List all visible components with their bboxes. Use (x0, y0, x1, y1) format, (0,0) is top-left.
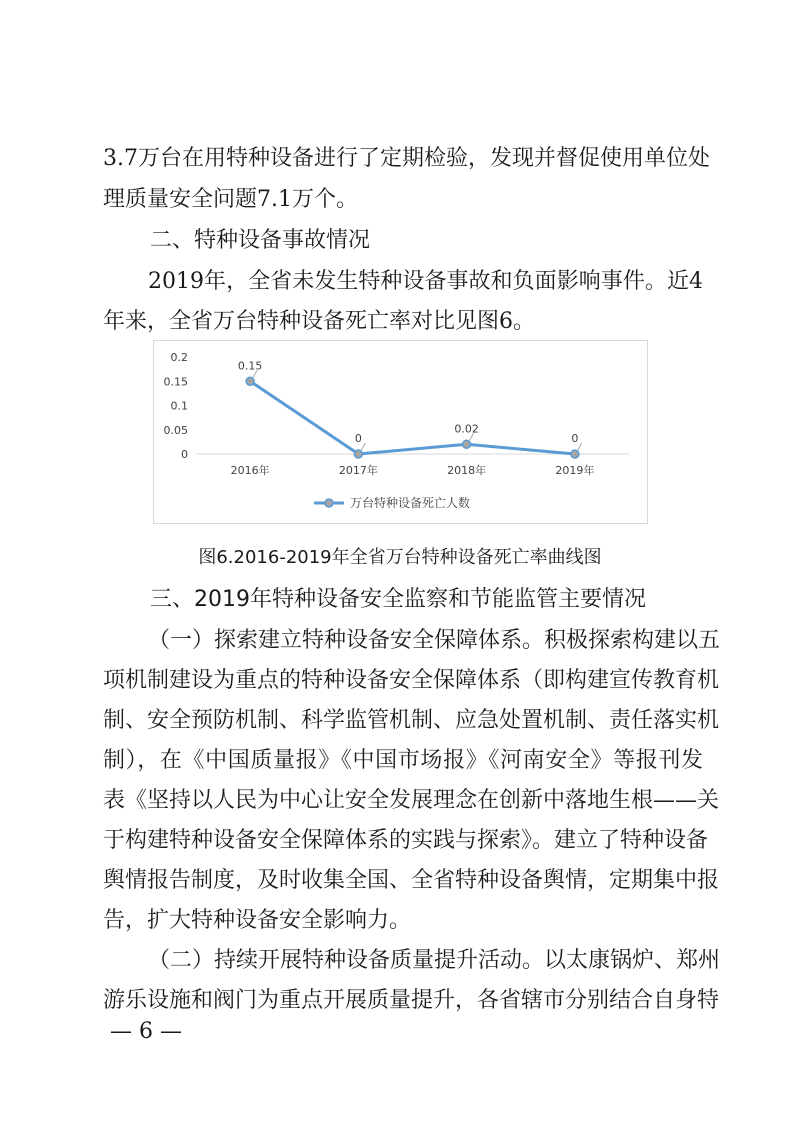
y-tick-label: 0.1 (170, 399, 188, 413)
line-chart (153, 340, 648, 524)
data-point (463, 440, 471, 448)
body-line: 告，扩大特种设备安全影响力。 (103, 908, 412, 933)
page-number: — 6 — (110, 1019, 182, 1044)
body-line: 舆情报告制度，及时收集全国、全省特种设备舆情，定期集中报 (103, 868, 720, 893)
section-heading: 三、2019年特种设备安全监察和节能监管主要情况 (150, 587, 646, 612)
data-label: 0 (354, 432, 362, 445)
y-tick-label: 0.2 (170, 351, 188, 364)
x-tick-label: 2016年 (230, 464, 270, 477)
legend-swatch-marker (325, 499, 333, 507)
data-point (354, 450, 362, 458)
body-line: 游乐设施和阀门为重点开展质量提升，各省辖市分别结合自身特 (103, 988, 720, 1013)
body-line: 理质量安全问题7.1万个。 (103, 187, 358, 212)
body-line: 2019年，全省未发生特种设备事故和负面影响事件。近4 (148, 269, 703, 294)
series-line (250, 381, 575, 454)
data-point (571, 450, 579, 458)
x-tick-label: 2017年 (338, 464, 378, 477)
label-leader (361, 443, 365, 450)
body-line: 表《坚持以人民为中心让安全发展理念在创新中落地生根——关 (103, 788, 720, 813)
body-line: 年来，全省万台特种设备死亡率对比见图6。 (103, 309, 535, 334)
data-label: 0.15 (237, 359, 263, 373)
body-line: 制），在《中国质量报》《中国市场报》《河南安全》等报刊发 (103, 748, 703, 773)
figure-caption: 图6.2016-2019年全省万台特种设备死亡率曲线图 (198, 547, 602, 568)
data-label: 0 (571, 432, 579, 445)
legend-label: 万台特种设备死亡人数 (350, 496, 471, 510)
x-tick-label: 2018年 (447, 464, 487, 477)
body-line: 于构建特种设备安全保障体系的实践与探索》。建立了特种设备 (103, 828, 709, 853)
data-label: 0.02 (454, 422, 479, 436)
section-heading: 二、特种设备事故情况 (150, 228, 371, 253)
body-line: 3.7万台在用特种设备进行了定期检验，发现并督促使用单位处 (103, 146, 710, 171)
x-tick-label: 2019年 (555, 464, 595, 477)
body-line: 制、安全预防机制、科学监管机制、应急处置机制、责任落实机 (103, 708, 720, 733)
label-leader (578, 443, 582, 450)
body-line: （二）持续开展特种设备质量提升活动。以太康锅炉、郑州 (148, 948, 721, 973)
y-tick-label: 0 (181, 448, 188, 461)
y-tick-label: 0.05 (163, 423, 188, 437)
y-tick-label: 0.15 (163, 375, 188, 389)
chart-svg (154, 341, 647, 523)
body-line: 项机制建设为重点的特种设备安全保障体系（即构建宣传教育机 (103, 668, 720, 693)
data-point (246, 377, 254, 385)
body-line: （一）探索建立特种设备安全保障体系。积极探索构建以五 (148, 628, 721, 653)
